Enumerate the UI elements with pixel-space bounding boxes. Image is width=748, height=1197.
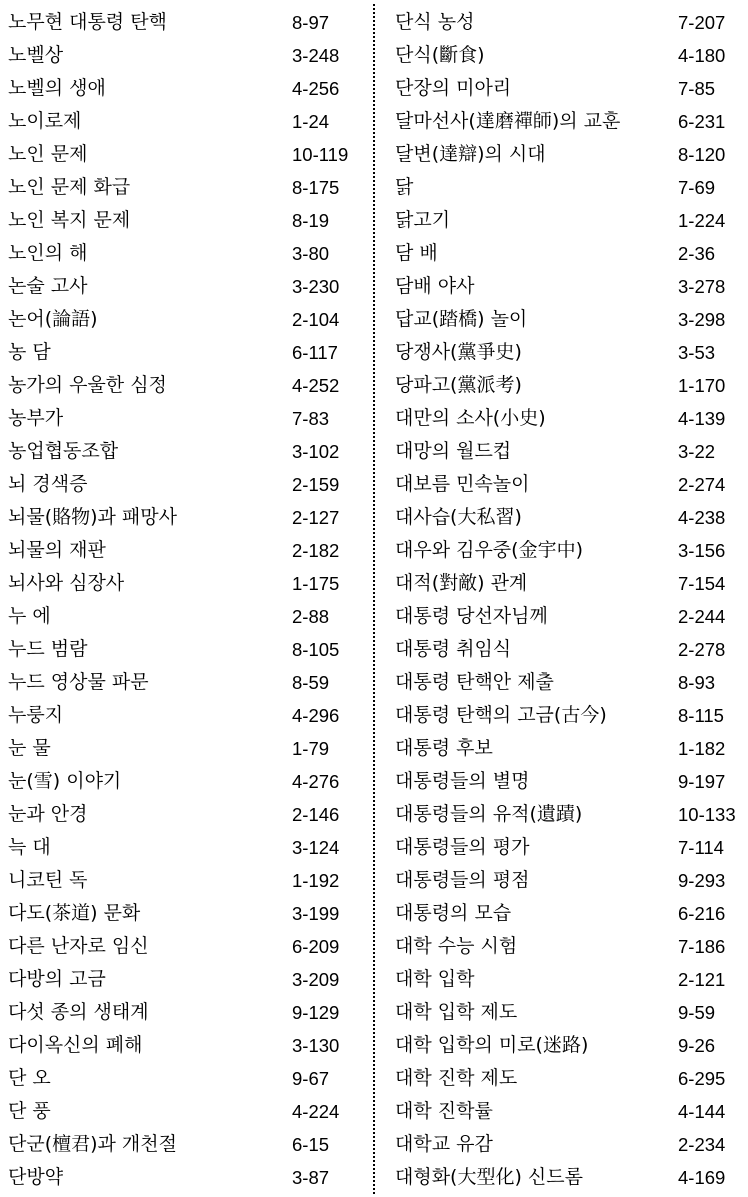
entry-term: 노무현 대통령 탄핵 (8, 11, 167, 33)
index-entry (8, 567, 364, 600)
entry-page-ref: 2-234 (678, 1134, 726, 1155)
index-entry (395, 864, 745, 897)
entry-page-ref: 3-102 (292, 441, 340, 462)
entry-page-ref: 8-105 (292, 639, 340, 660)
index-entry (395, 600, 745, 633)
entry-page-ref: 7-85 (678, 78, 716, 99)
entry-term: 노인 문제 (8, 143, 88, 165)
entry-page-ref: 4-276 (292, 771, 340, 792)
index-entry (395, 633, 745, 666)
entry-page-ref: 3-22 (678, 441, 716, 462)
entry-term: 대통령 탄핵안 제출 (395, 671, 554, 693)
entry-term: 농부가 (8, 407, 64, 429)
entry-term: 대적(對敵) 관계 (395, 572, 528, 594)
entry-term: 닭 (395, 176, 414, 198)
entry-page-ref: 7-207 (678, 12, 726, 33)
index-entry (8, 204, 364, 237)
entry-term: 다섯 종의 생태계 (8, 1001, 149, 1023)
entry-term: 누룽지 (8, 704, 64, 726)
entry-page-ref: 9-197 (678, 771, 726, 792)
index-entry (8, 501, 364, 534)
index-entry (8, 369, 364, 402)
index-entry (395, 699, 745, 732)
entry-term: 대학 진학률 (395, 1100, 493, 1122)
entry-page-ref: 4-224 (292, 1101, 340, 1122)
entry-term: 대통령들의 평점 (395, 869, 530, 891)
index-entry (395, 435, 745, 468)
entry-term: 노벨의 생애 (8, 77, 106, 99)
entry-page-ref: 7-154 (678, 573, 726, 594)
entry-term: 니코틴 독 (8, 869, 88, 891)
entry-page-ref: 2-88 (292, 606, 330, 627)
entry-page-ref: 8-19 (292, 210, 330, 231)
index-entry (8, 534, 364, 567)
entry-term: 농업협동조합 (8, 440, 119, 462)
entry-term: 대보름 민속놀이 (395, 473, 530, 495)
entry-term: 뇌물의 재판 (8, 539, 106, 561)
entry-page-ref: 7-83 (292, 408, 330, 429)
entry-term: 노벨상 (8, 44, 64, 66)
entry-page-ref: 7-69 (678, 177, 716, 198)
entry-page-ref: 6-209 (292, 936, 340, 957)
index-entry (395, 468, 745, 501)
entry-term: 대통령들의 별명 (395, 770, 530, 792)
index-entry (395, 72, 745, 105)
entry-page-ref: 6-117 (292, 342, 338, 363)
entry-term: 단 풍 (8, 1100, 51, 1122)
entry-term: 눈 물 (8, 737, 51, 759)
entry-page-ref: 8-120 (678, 144, 726, 165)
index-entry (395, 369, 745, 402)
entry-term: 농 담 (8, 341, 51, 363)
index-entry (8, 666, 364, 699)
entry-page-ref: 2-182 (292, 540, 340, 561)
entry-page-ref: 8-59 (292, 672, 330, 693)
entry-term: 다도(茶道) 문화 (8, 902, 141, 924)
entry-term: 다른 난자로 임신 (8, 935, 149, 957)
index-entry (8, 831, 364, 864)
entry-term: 대만의 소사(小史) (395, 407, 546, 429)
index-entry (8, 1128, 364, 1161)
entry-page-ref: 6-231 (678, 111, 726, 132)
entry-page-ref: 3-156 (678, 540, 726, 561)
index-entry (395, 501, 745, 534)
entry-term: 누드 영상물 파문 (8, 671, 149, 693)
entry-page-ref: 3-80 (292, 243, 330, 264)
index-entry (8, 633, 364, 666)
entry-term: 닭고기 (395, 209, 451, 231)
entry-term: 노이로제 (8, 110, 82, 132)
index-entry (8, 336, 364, 369)
entry-term: 뇌사와 심장사 (8, 572, 125, 594)
entry-term: 담 배 (395, 242, 438, 264)
entry-page-ref: 6-15 (292, 1134, 330, 1155)
entry-term: 당파고(黨派考) (395, 374, 522, 396)
index-entry (8, 1161, 364, 1194)
index-entry (395, 1062, 745, 1095)
entry-term: 뇌 경색증 (8, 473, 88, 495)
index-entry (395, 534, 745, 567)
entry-page-ref: 4-238 (678, 507, 726, 528)
index-entry (8, 963, 364, 996)
entry-page-ref: 4-180 (678, 45, 726, 66)
index-entry (8, 402, 364, 435)
entry-term: 대학 입학의 미로(迷路) (395, 1034, 589, 1056)
index-entry (395, 6, 745, 39)
entry-page-ref: 9-26 (678, 1035, 716, 1056)
entry-term: 단방약 (8, 1166, 64, 1188)
entry-page-ref: 4-139 (678, 408, 726, 429)
entry-page-ref: 2-121 (678, 969, 726, 990)
column-divider (373, 4, 375, 1194)
index-entry (8, 699, 364, 732)
entry-page-ref: 8-97 (292, 12, 330, 33)
index-entry (395, 402, 745, 435)
entry-term: 눈(雪) 이야기 (8, 770, 122, 792)
entry-term: 노인의 해 (8, 242, 88, 264)
index-entry (8, 600, 364, 633)
entry-page-ref: 3-53 (678, 342, 716, 363)
index-entry (8, 435, 364, 468)
index-entry (395, 138, 745, 171)
index-entry (395, 1095, 745, 1128)
entry-page-ref: 3-199 (292, 903, 340, 924)
index-entry (8, 798, 364, 831)
entry-term: 단 오 (8, 1067, 51, 1089)
entry-page-ref: 1-79 (292, 738, 330, 759)
entry-term: 다이옥신의 폐해 (8, 1034, 143, 1056)
entry-page-ref: 8-175 (292, 177, 340, 198)
index-entry (8, 171, 364, 204)
entry-term: 눈과 안경 (8, 803, 88, 825)
index-entry (395, 567, 745, 600)
entry-page-ref: 4-256 (292, 78, 340, 99)
index-entry (395, 171, 745, 204)
entry-page-ref: 1-24 (292, 111, 330, 132)
index-entry (395, 270, 745, 303)
index-entry (8, 39, 364, 72)
entry-page-ref: 2-146 (292, 804, 340, 825)
index-entry (8, 468, 364, 501)
entry-page-ref: 3-230 (292, 276, 340, 297)
index-entry (8, 270, 364, 303)
index-entry (8, 105, 364, 138)
entry-page-ref: 1-175 (292, 573, 340, 594)
index-entry (395, 336, 745, 369)
index-entry (395, 765, 745, 798)
entry-page-ref: 2-36 (678, 243, 716, 264)
index-entry (8, 732, 364, 765)
index-entry (395, 963, 745, 996)
entry-term: 대학 진학 제도 (395, 1067, 518, 1089)
entry-page-ref: 2-127 (292, 507, 340, 528)
index-entry (395, 831, 745, 864)
entry-page-ref: 4-296 (292, 705, 340, 726)
entry-term: 대통령들의 유적(遺蹟) (395, 803, 583, 825)
entry-page-ref: 3-209 (292, 969, 340, 990)
entry-page-ref: 2-278 (678, 639, 726, 660)
entry-term: 당쟁사(黨爭史) (395, 341, 522, 363)
entry-page-ref: 9-129 (292, 1002, 340, 1023)
index-entry (395, 105, 745, 138)
index-entry (395, 732, 745, 765)
index-entry (395, 1128, 745, 1161)
entry-page-ref: 3-248 (292, 45, 340, 66)
index-entry (8, 864, 364, 897)
entry-term: 대통령 탄핵의 고금(古今) (395, 704, 607, 726)
entry-page-ref: 1-224 (678, 210, 726, 231)
entry-term: 단장의 미아리 (395, 77, 512, 99)
index-column-right (395, 6, 745, 1194)
entry-term: 대학교 유감 (395, 1133, 493, 1155)
entry-term: 달마선사(達磨禪師)의 교훈 (395, 110, 621, 132)
entry-term: 대우와 김우중(金宇中) (395, 539, 583, 561)
index-entry (395, 303, 745, 336)
index-entry (395, 666, 745, 699)
entry-page-ref: 7-186 (678, 936, 726, 957)
entry-term: 대학 수능 시험 (395, 935, 518, 957)
entry-page-ref: 10-119 (292, 144, 349, 165)
index-entry (8, 72, 364, 105)
entry-page-ref: 4-144 (678, 1101, 726, 1122)
entry-term: 대통령 후보 (395, 737, 493, 759)
entry-term: 대통령들의 평가 (395, 836, 530, 858)
entry-page-ref: 3-298 (678, 309, 726, 330)
entry-page-ref: 2-104 (292, 309, 340, 330)
entry-term: 농가의 우울한 심정 (8, 374, 167, 396)
entry-page-ref: 3-278 (678, 276, 726, 297)
entry-term: 대통령 취임식 (395, 638, 512, 660)
index-entry (395, 204, 745, 237)
entry-page-ref: 4-252 (292, 375, 340, 396)
index-entry (395, 930, 745, 963)
index-entry (8, 1062, 364, 1095)
index-entry (395, 1161, 745, 1194)
index-entry (8, 237, 364, 270)
entry-page-ref: 8-115 (678, 705, 724, 726)
entry-term: 담배 야사 (395, 275, 475, 297)
entry-page-ref: 2-244 (678, 606, 726, 627)
entry-term: 늑 대 (8, 836, 51, 858)
entry-term: 누 에 (8, 605, 51, 627)
entry-page-ref: 9-59 (678, 1002, 716, 1023)
entry-term: 누드 범람 (8, 638, 88, 660)
entry-page-ref: 8-93 (678, 672, 716, 693)
index-column-left (8, 6, 364, 1194)
entry-term: 대형화(大型化) 신드롬 (395, 1166, 583, 1188)
entry-page-ref: 7-114 (678, 837, 724, 858)
entry-page-ref: 9-293 (678, 870, 726, 891)
index-entry (8, 930, 364, 963)
entry-page-ref: 3-130 (292, 1035, 340, 1056)
index-entry (395, 39, 745, 72)
entry-page-ref: 3-87 (292, 1167, 330, 1188)
index-entry (8, 1095, 364, 1128)
index-entry (8, 1029, 364, 1062)
entry-term: 논술 고사 (8, 275, 88, 297)
entry-term: 답교(踏橋) 놀이 (395, 308, 528, 330)
index-entry (8, 897, 364, 930)
entry-page-ref: 4-169 (678, 1167, 726, 1188)
entry-page-ref: 1-170 (678, 375, 726, 396)
entry-page-ref: 3-124 (292, 837, 340, 858)
entry-page-ref: 1-182 (678, 738, 726, 759)
entry-term: 대학 입학 (395, 968, 475, 990)
index-entry (395, 798, 745, 831)
entry-term: 뇌물(賂物)과 패망사 (8, 506, 177, 528)
entry-page-ref: 6-216 (678, 903, 726, 924)
index-entry (395, 237, 745, 270)
entry-page-ref: 2-274 (678, 474, 726, 495)
entry-term: 단군(檀君)과 개천절 (8, 1133, 177, 1155)
entry-term: 다방의 고금 (8, 968, 106, 990)
entry-term: 논어(論語) (8, 308, 98, 330)
index-entry (8, 138, 364, 171)
entry-page-ref: 10-133 (678, 804, 736, 825)
index-entry (8, 765, 364, 798)
index-entry (395, 1029, 745, 1062)
index-entry (395, 897, 745, 930)
entry-page-ref: 2-159 (292, 474, 340, 495)
entry-term: 대통령의 모습 (395, 902, 512, 924)
entry-term: 단식(斷食) (395, 44, 485, 66)
entry-term: 단식 농성 (395, 11, 475, 33)
entry-term: 노인 문제 화급 (8, 176, 131, 198)
entry-term: 대망의 월드컵 (395, 440, 512, 462)
index-entry (8, 996, 364, 1029)
entry-page-ref: 9-67 (292, 1068, 330, 1089)
index-entry (395, 996, 745, 1029)
entry-term: 달변(達辯)의 시대 (395, 143, 546, 165)
entry-page-ref: 6-295 (678, 1068, 726, 1089)
entry-term: 대사습(大私習) (395, 506, 522, 528)
index-entry (8, 6, 364, 39)
entry-term: 노인 복지 문제 (8, 209, 131, 231)
entry-page-ref: 1-192 (292, 870, 340, 891)
entry-term: 대통령 당선자님께 (395, 605, 548, 627)
entry-term: 대학 입학 제도 (395, 1001, 518, 1023)
index-entry (8, 303, 364, 336)
